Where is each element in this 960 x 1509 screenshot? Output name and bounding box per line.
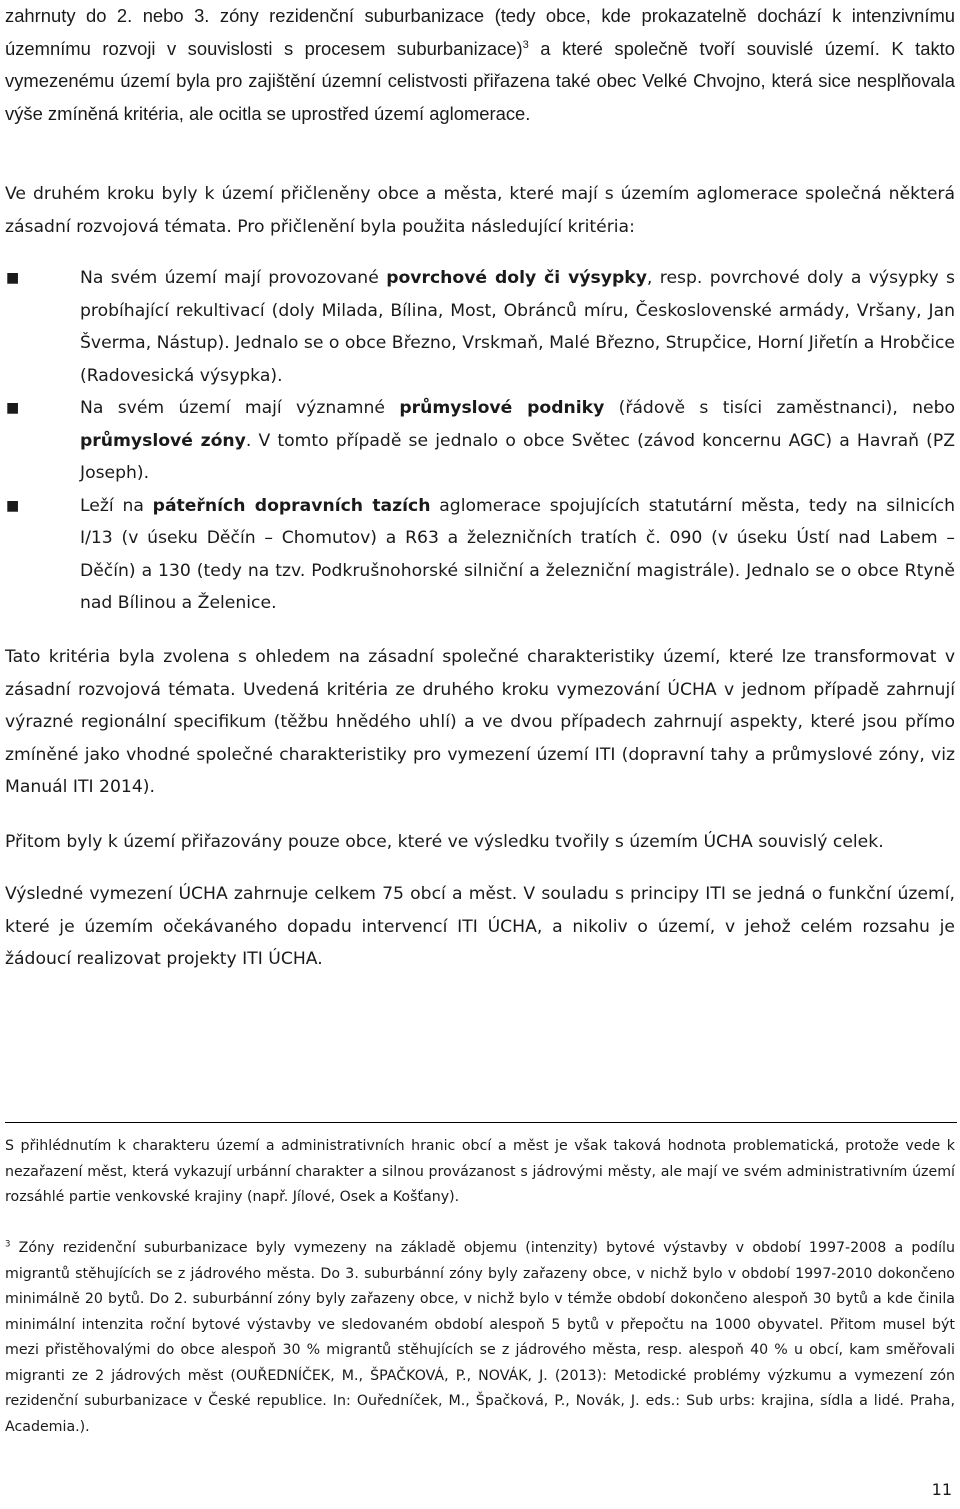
footnote-2: S přihlédnutím k charakteru území a administrativních hranic obcí a měst je však taková hodnota problematická, protože vede k nezařazení měst, která vykazují urbánní charakter a silnou provázanost s jádrovými městy, ale mají ve svém administrativním území rozsáhlé partie venkovské krajiny (např. Jílové, Osek a Košťany). bbox=[5, 1138, 955, 1205]
paragraph-criteria-rationale: Tato kritéria byla zvolena s ohledem na zásadní společné charakteristiky území, které lze transformovat v zásadní rozvojová témata. Uvedená kritéria ze druhého kroku vymezování ÚCHA v jednom případě zahrnují výrazné regionální specifikum (těžbu hnědého uhlí) a ve dvou případech zahrnují aspekty, které jsou přímo zmíněné jako vhodné společné charakteristiky pro vymezení území ITI (dopravní tahy a průmyslové zóny, viz Manuál ITI 2014). bbox=[5, 647, 955, 797]
footnote-ref-3[interactable]: 3 bbox=[522, 38, 529, 51]
footnote-3: $^3$ Zóny rezidenční suburbanizace byly vymezeny na základě objemu (intenzity) bytové výstavby v období 1997-2008 a podílu migrantů stěhujících se z jádrového města. Do 3. suburbánní zóny byly zařazeny obce, v nichž bylo v období 1997-2010 dokončeno minimálně 20 bytů. Do 2. suburbánní zóny byly zařazeny obce, v nichž bylo v témže období dokončeno alespoň 30 bytů a kde činila minimální intenzita roční bytové výstavby ve sledovaném období alespoň 5 bytů v přepočtu na 1000 obyvatel. Přitom musel být mezi přistěhovalými do obce alespoň 30 % migrantů stěhujících se z jádrového města, resp. alespoň 40 % u obcí, kam směřovali migranti ze 2 jádrových měst (OUŘEDNÍČEK, M., ŠPAČKOVÁ, P., NOVÁK, J. (2013): Metodické problémy výzkumu a vymezení zón rezidenční suburbanizace v České republice. In: Ouředníček, M., Špačková, P., Novák, J. eds.: Sub urbs: krajina, sídla a lidé. Praha, Academia.). bbox=[5, 1239, 955, 1435]
bullet-square-icon: ■ bbox=[6, 400, 20, 416]
bullet-square-icon: ■ bbox=[6, 270, 20, 286]
list-item: ■ Na svém území mají provozované povrchové doly či výsypky, resp. povrchové doly a výsypky s probíhající rekultivací (doly Milada, Bílina, Most, Obránců míru, Československé armády, Vršany, Jan Šverma, Nástup). Jednalo se o obce Březno, Vrskmaň, Malé Březno, Strupčice, Horní Jiřetín a Hrobčice (Radovesická výsypka). bbox=[5, 262, 955, 392]
footnote-separator bbox=[5, 1122, 957, 1123]
list-item: ■ Na svém území mají významné průmyslové podniky (řádově s tisíci zaměstnanci), nebo průmyslové zóny. V tomto případě se jednalo o obce Světec (závod koncernu AGC) a Havraň (PZ Joseph). bbox=[5, 392, 955, 490]
paragraph-contiguity: Přitom byly k území přiřazovány pouze obce, které ve výsledku tvořily s územím ÚCHA souvislý celek. bbox=[5, 832, 884, 852]
page-number: 11 bbox=[931, 1480, 952, 1499]
bullet-square-icon: ■ bbox=[6, 497, 20, 514]
paragraph-zones: zahrnuty do 2. nebo 3. zóny rezidenční suburbanizace (tedy obce, kde prokazatelně dochází k intenzivnímu územnímu rozvoji v souvislosti s procesem suburbanizace)$^3$ a které společně tvoří souvislé území. K takto vymezenému území byla pro zajištění územní celistvosti přiřazena také obec Velké Chvojno, která sice nesplňovala výše zmíněná kritéria, ale ocitla se uprostřed území aglomerace. bbox=[5, 5, 956, 124]
list-item: ■ Leží na páteřních dopravních tazích aglomerace spojujících statutární města, tedy na silnicích I/13 (v úseku Děčín – Chomutov) a R63 a železničních tratích č. 090 (v úseku Ústí nad Labem – Děčín) a 130 (tedy na tzv. Podkrušnohorské silniční a železniční magistrále). Jednalo se o obce Rtyně nad Bílinou a Želenice. bbox=[5, 490, 955, 620]
paragraph-result: Výsledné vymezení ÚCHA zahrnuje celkem 75 obcí a měst. V souladu s principy ITI se jedná o funkční území, které je územím očekávaného dopadu intervencí ITI ÚCHA, a nikoliv o území, v jehož celém rozsahu je žádoucí realizovat projekty ITI ÚCHA. bbox=[5, 884, 955, 969]
criteria-list bbox=[5, 262, 955, 620]
paragraph-second-step: Ve druhém kroku byly k území přičleněny obce a města, které mají s územím aglomerace společná některá zásadní rozvojová témata. Pro přičlenění byla použita následující kritéria: bbox=[5, 184, 955, 237]
